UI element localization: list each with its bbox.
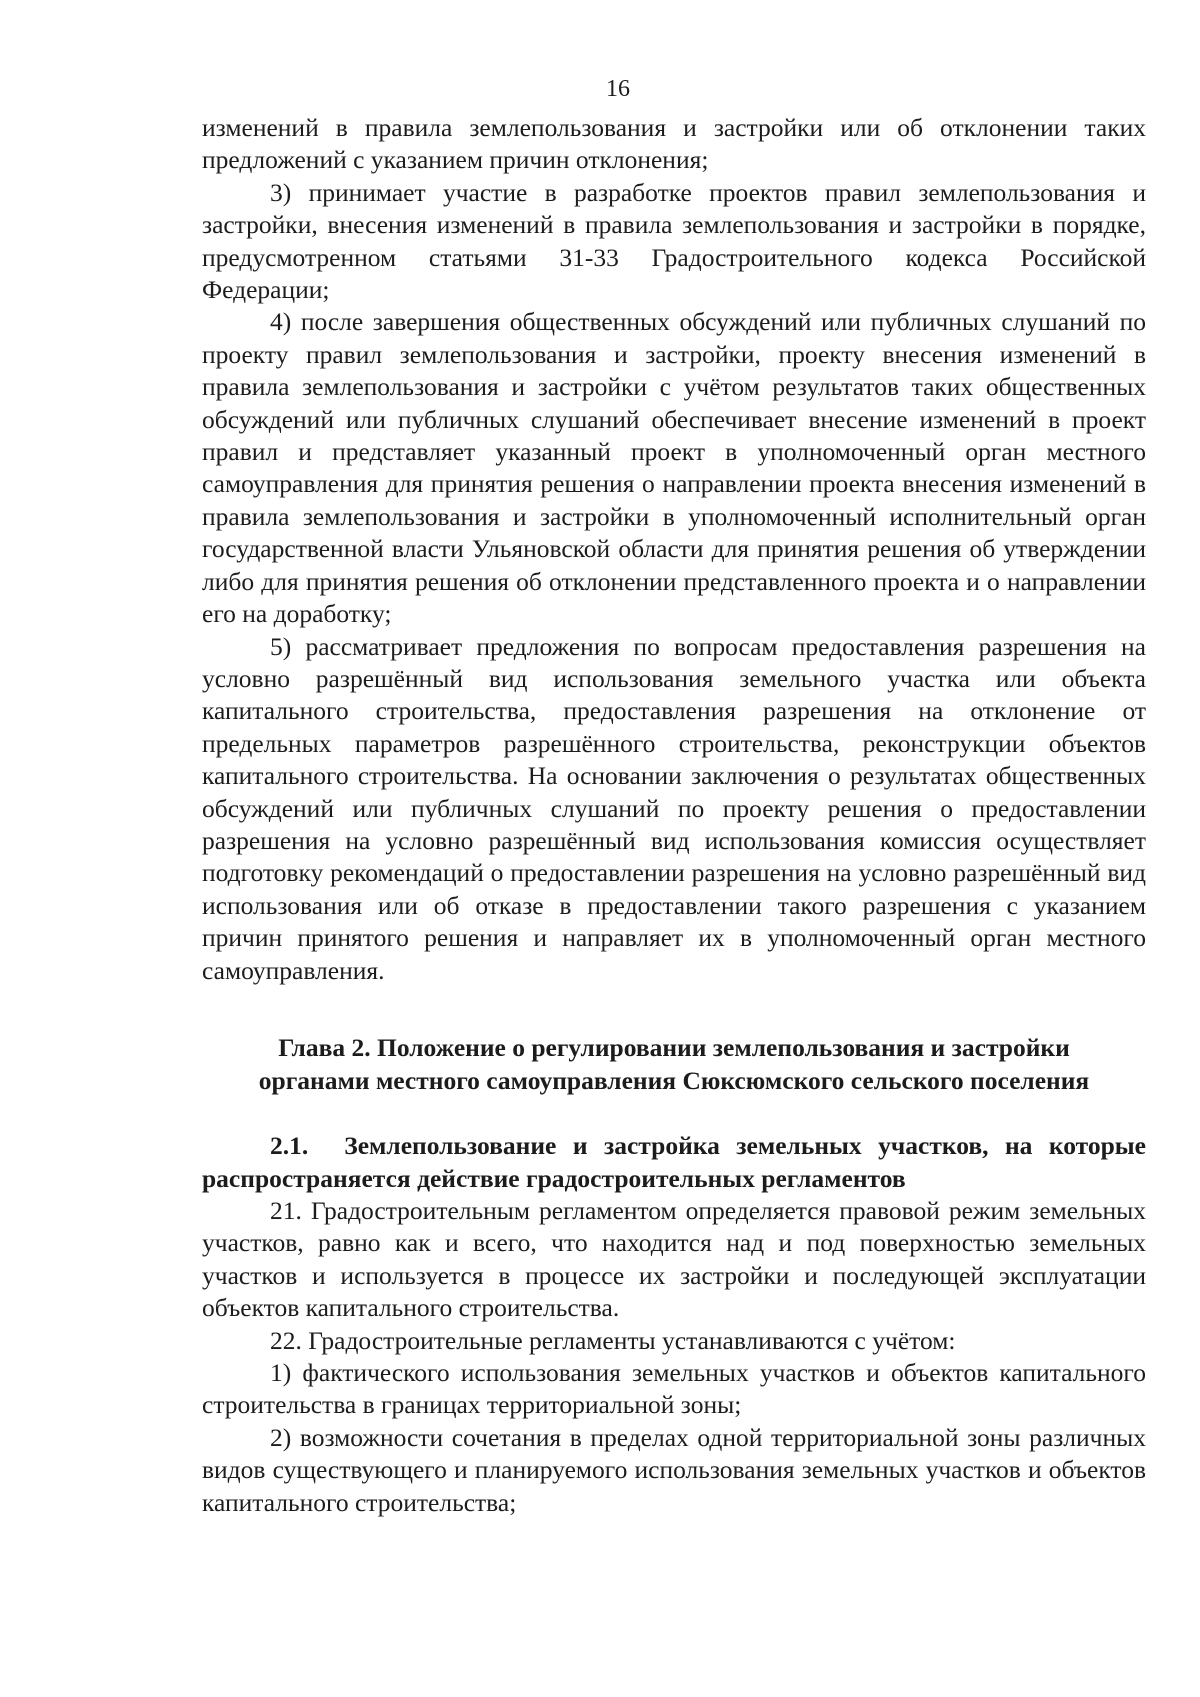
paragraph-22-item-2: 2) возможности сочетания в пределах одной территориальной зоны различных видов существующего и планируемого использования земельных участков и объектов капитального строительства; <box>202 1422 1146 1517</box>
paragraph-item-3: 3) принимает участие в разработке проектов правил землепользования и застройки, внесения изменений в правила землепользования и застройки в порядке, предусмотренном статьями 31-33 Градостроительного кодекса Российской Федерации; <box>202 177 1146 305</box>
paragraph-21: 21. Градостроительным регламентом определяется правовой режим земельных участков, равно как и всего, что находится над и под поверхностью земельных участков и используется в процессе их застройки и последующей эксплуатации объектов капитального строительства. <box>202 1195 1146 1323</box>
document-body <box>202 112 1146 1519</box>
chapter-heading-line-1: Глава 2. Положение о регулировании землепользования и застройки <box>278 1032 1070 1062</box>
paragraph-item-4: 4) после завершения общественных обсуждений или публичных слушаний по проекту правил землепользования и застройки, проекту внесения изменений в правила землепользования и застройки с учётом результатов таких общественных обсуждений или публичных слушаний обеспечивает внесение изменений в проект правил и представляет указанный проект в уполномоченный орган местного самоуправления для принятия решения о направлении проекта внесения изменений в правила землепользования и застройки в уполномоченный исполнительный орган государственной власти Ульяновской области для принятия решения об утверждении либо для принятия решения об отклонении представленного проекта и о направлении его на доработку; <box>202 307 1146 629</box>
section-title: Землепользование и застройка земельных участков, на которые распространяется действие градостроительных регламентов <box>202 1130 1146 1193</box>
page-number: 16 <box>606 76 630 102</box>
section-heading <box>202 1129 1146 1195</box>
paragraph-item-5: 5) рассматривает предложения по вопросам предоставления разрешения на условно разрешённый вид использования земельного участка или объекта капитального строительства, предоставления разрешения на отклонение от предельных параметров разрешённого строительства, реконструкции объектов капитального строительства. На основании заключения о результатах общественных обсуждений или публичных слушаний по проекту решения о предоставлении разрешения на условно разрешённый вид использования комиссия осуществляет подготовку рекомендаций о предоставлении разрешения на условно разрешённый вид использования или об отказе в предоставлении такого разрешения с указанием причин принятого решения и направляет их в уполномоченный орган местного самоуправления. <box>202 631 1146 985</box>
section-number: 2.1. <box>270 1130 309 1160</box>
paragraph-22: 22. Градостроительные регламенты устанавливаются с учётом: <box>270 1325 956 1355</box>
chapter-heading-line-2: органами местного самоуправления Сюксюмского сельского поселения <box>258 1065 1090 1095</box>
paragraph-22-item-1: 1) фактического использования земельных участков и объектов капитального строительства в границах территориальной зоны; <box>202 1358 1146 1420</box>
paragraph-continuation: изменений в правила землепользования и застройки или об отклонении таких предложений с указанием причин отклонения; <box>202 113 1146 175</box>
chapter-heading <box>202 1031 1146 1097</box>
